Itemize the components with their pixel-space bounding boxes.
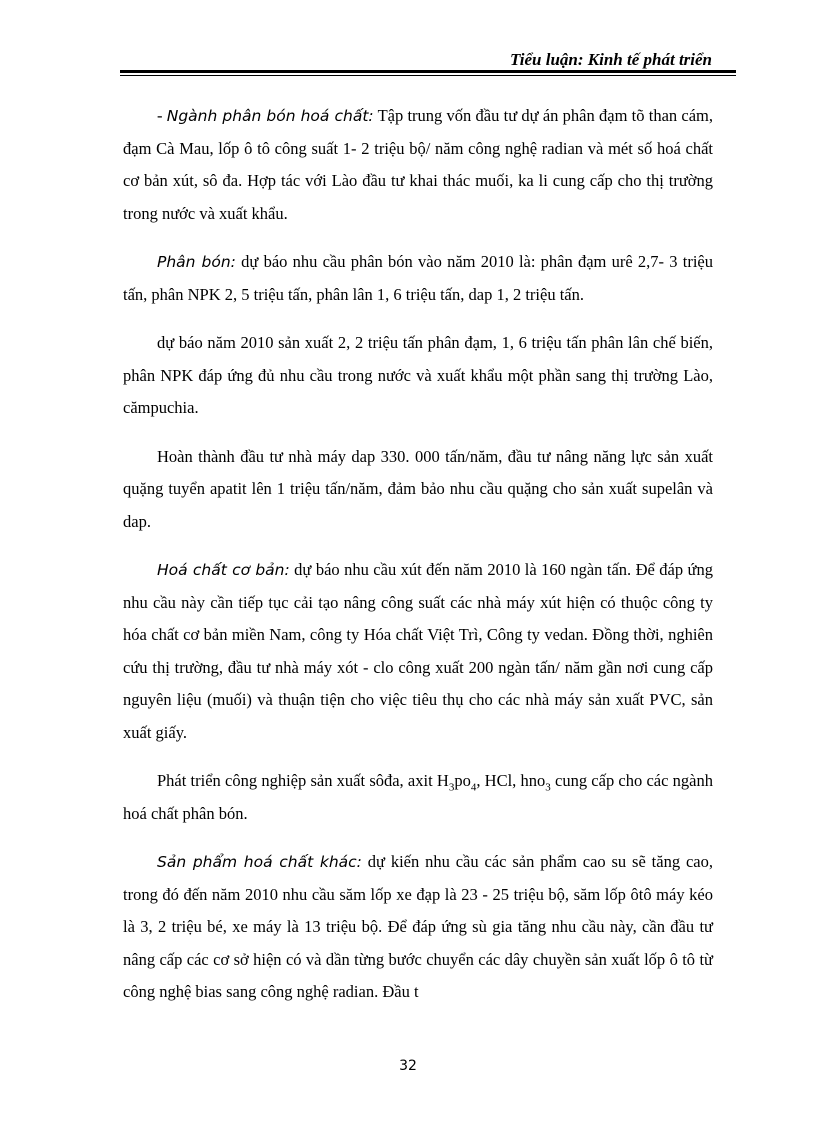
- section-label: Hoá chất cơ bản:: [157, 561, 290, 579]
- section-label: Ngành phân bón hoá chất:: [166, 107, 374, 125]
- paragraph-text: dự báo nhu cầu phân bón vào năm 2010 là: phân đạm urê 2,7- 3 triệu tấn, phân NPK 2, 5 triệu tấn, phân lân 1, 6 triệu tấn, dap 1, 2 triệu tấn.: [123, 252, 713, 304]
- paragraph-text: cung cấp cho các ngành hoá chất phân bón.: [123, 771, 714, 823]
- header-rule-thick: [120, 70, 736, 73]
- paragraph-text: Hoàn thành đầu tư nhà máy dap 330. 000 tấn/năm, đầu tư nâng năng lực sản xuất quặng tuyển apatit lên 1 triệu tấn/năm, đảm bảo nhu cầu quặng cho sản xuất supelân và dap.: [123, 446, 713, 531]
- paragraph-text: Phát triển công nghiệp sản xuất sôđa, axit H: [157, 771, 449, 790]
- document-body: [123, 100, 713, 1025]
- paragraph-fertilizer: [123, 246, 713, 311]
- header-rule-thin: [120, 75, 736, 76]
- paragraph-text: dự báo nhu cầu xút đến năm 2010 là 160 ngàn tấn. Để đáp ứng nhu cầu này cần tiếp tục cải tạo nâng công suất các nhà máy xút hiện có thuộc công ty hóa chất cơ bản miền Nam, công ty Hóa chất Việt Trì, Công ty vedan. Đồng thời, nghiên cứu thị trường, đầu tư nhà máy xót - clo công xuất 200 ngàn tấn/ năm gần nơi cung cấp nguyên liệu (muối) và thuận tiện cho việc tiêu thụ cho các nhà máy sản xuất PVC, sản xuất giấy.: [123, 560, 714, 742]
- section-label: Sản phẩm hoá chất khác:: [157, 853, 362, 871]
- paragraph-text: dự kiến nhu cầu các sản phẩm cao su sẽ tăng cao, trong đó đến năm 2010 nhu cầu săm lốp xe đạp là 23 - 25 triệu bộ, săm lốp ôtô máy kéo là 3, 2 triệu bé, xe máy là 13 triệu bộ. Để đáp ứng sù gia tăng nhu cầu này, cần đầu tư nâng cấp các cơ sở hiện có và dần từng bước chuyển các dây chuyền sản xuất lốp ô tô từ công nghệ bias sang công nghệ radian. Đầu t: [123, 852, 713, 1001]
- subscript: 3: [448, 781, 455, 794]
- paragraph-text: Tập trung vốn đầu tư dự án phân đạm tõ than cám, đạm Cà Mau, lốp ô tô công suất 1- 2 triệu bộ/ năm công nghệ radian và mét số hoá chất cơ bản xút, sô đa. Hợp tác với Lào đầu tư khai thác muối, ka li cung cấp cho thị trường trong nước và xuất khẩu.: [123, 106, 713, 223]
- subscript: 3: [545, 781, 551, 794]
- paragraph-basic-chemicals: [123, 554, 713, 749]
- subscript: 4: [470, 781, 477, 794]
- section-label: Phân bón:: [157, 253, 236, 271]
- paragraph-forecast-production: [123, 327, 713, 425]
- paragraph-other-chemicals: [123, 846, 713, 1009]
- list-dash: -: [157, 106, 167, 125]
- page-number: 32: [399, 1058, 417, 1074]
- header-title: Tiểu luận: Kinh tế phát triển: [510, 50, 712, 69]
- paragraph-text: , HCl, hno: [476, 771, 546, 790]
- paragraph-soda-acid: [123, 765, 713, 830]
- paragraph-text: dự báo năm 2010 sản xuất 2, 2 triệu tấn phân đạm, 1, 6 triệu tấn phân lân chế biến, phân NPK đáp ứng đủ nhu cầu trong nước và xuất khẩu một phần sang thị trường Lào, cămpuchia.: [123, 333, 713, 417]
- paragraph-dap-plant: [123, 441, 713, 539]
- paragraph-fertilizer-chemicals: [123, 100, 713, 230]
- paragraph-text: po: [454, 771, 471, 790]
